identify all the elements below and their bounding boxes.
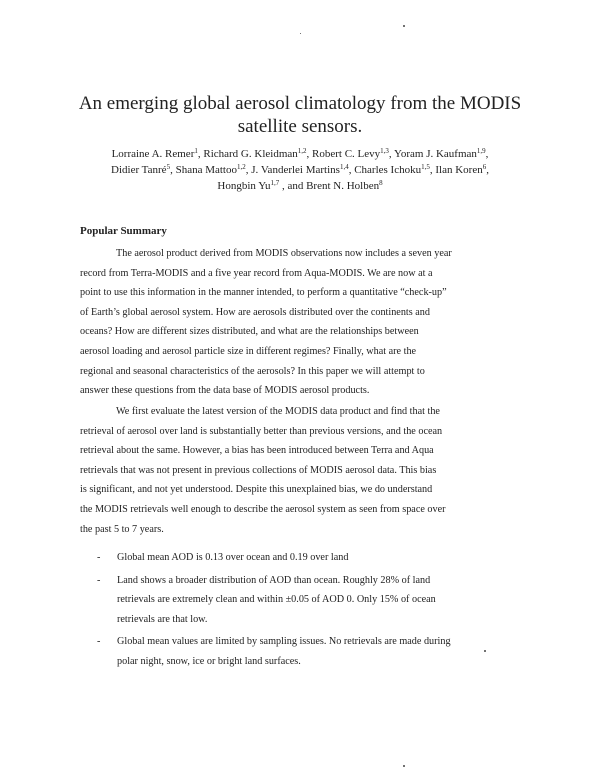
paragraph-line: aerosol loading and aerosol particle size in different regimes? Finally, what are the — [80, 345, 417, 357]
paragraph-line: regional and seasonal characteristics of the aerosols? In this paper we will attempt to — [80, 365, 425, 377]
author-separator: , — [306, 148, 313, 160]
author-line-2 — [68, 162, 532, 178]
bullet-line: Land shows a broader distribution of AOD than ocean. Roughly 28% of land — [117, 574, 431, 586]
paragraph-line: point to use this information in the manner intended, to perform a quantitative “check-up” — [80, 287, 447, 299]
title-line-2: satellite sensors. — [237, 116, 363, 137]
author-name: Brent N. Holben — [306, 180, 380, 192]
author-separator: , — [245, 164, 252, 176]
author-affiliation: 6 — [482, 163, 487, 171]
bullet-line: polar night, snow, ice or bright land surfaces. — [117, 655, 301, 667]
author-separator: , — [197, 148, 204, 160]
author-separator: , — [486, 164, 489, 176]
author-affiliation: 1,4 — [339, 163, 349, 171]
paragraph-line: answer these questions from the data base of MODIS aerosol products. — [80, 385, 370, 397]
paragraph-line: We first evaluate the latest version of the MODIS data product and find that the — [116, 406, 440, 417]
author-name: J. Vanderlei Martins — [251, 164, 340, 176]
bullet-line: retrievals are extremely clean and within ±0.05 of AOD 0. Only 15% of ocean — [117, 594, 436, 606]
paragraph-line: of Earth’s global aerosol system. How are aerosols distributed over the continents and — [80, 306, 430, 318]
bullet-line: Global mean values are limited by sampling issues. No retrievals are made during — [117, 636, 451, 648]
author-name: Shana Mattoo — [175, 164, 237, 176]
bullet-line: Global mean AOD is 0.13 over ocean and 0.19 over land — [117, 552, 349, 563]
bullet-dash: - — [97, 552, 101, 563]
author-name: Yoram J. Kaufman — [394, 148, 477, 160]
scan-speck — [403, 25, 405, 27]
paragraph-line: retrievals that was not present in previous collections of MODIS aerosol data. This bias — [80, 464, 437, 476]
paragraph-line: The aerosol product derived from MODIS observations now includes a seven year — [116, 248, 452, 259]
list-item — [80, 548, 520, 568]
author-separator: , — [429, 164, 436, 176]
author-name: Hongbin Yu — [217, 180, 271, 192]
author-name: Charles Ichoku — [354, 164, 422, 176]
author-separator: , — [170, 164, 176, 176]
author-name: Robert C. Levy — [312, 148, 381, 160]
author-separator: , and — [279, 180, 307, 192]
author-affiliation: 1 — [194, 147, 198, 155]
bullet-dash: - — [97, 574, 101, 586]
paragraph-line: the MODIS retrievals well enough to describe the aerosol system as seen from space over — [80, 503, 446, 515]
author-line-1 — [68, 146, 532, 162]
summary-paragraph-1 — [80, 244, 520, 401]
paragraph-line: is significant, and not yet understood. Despite this unexplained bias, we do understand — [80, 484, 433, 496]
scan-speck — [300, 33, 301, 34]
findings-list — [80, 548, 520, 675]
paragraph-line: the past 5 to 7 years. — [80, 523, 164, 535]
paragraph-line: record from Terra-MODIS and a five year record from Aqua-MODIS. We are now at a — [80, 267, 433, 279]
bullet-line: retrievals are that low. — [117, 613, 208, 625]
author-name: Didier Tanré — [111, 164, 167, 176]
author-affiliation: 1,7 — [270, 179, 280, 187]
paragraph-line: retrieval about the same. However, a bias has been introduced between Terra and Aqua — [80, 445, 434, 457]
bullet-dash: - — [97, 636, 101, 648]
paragraph-line: oceans? How are different sizes distributed, and what are the relationships between — [80, 326, 419, 338]
author-affiliation: 8 — [379, 179, 383, 187]
author-affiliation: 1,3 — [380, 147, 389, 155]
author-name: Ilan Koren — [435, 164, 483, 176]
author-name: Lorraine A. Remer — [111, 148, 195, 160]
scan-speck — [403, 765, 405, 767]
paper-title — [70, 92, 530, 138]
author-line-3 — [68, 178, 532, 194]
author-affiliation: 5 — [166, 163, 171, 171]
author-affiliation: 1,9 — [476, 147, 486, 155]
author-affiliation: 1,2 — [297, 147, 307, 155]
author-name: Richard G. Kleidman — [203, 148, 298, 160]
author-affiliation: 1,2 — [237, 163, 246, 171]
title-line-1: An emerging global aerosol climatology from the MODIS — [78, 93, 522, 114]
paragraph-line: retrieval of aerosol over land is substantially better than previous versions, and the ocean — [80, 425, 443, 437]
summary-paragraph-2 — [80, 402, 520, 539]
author-separator: , — [485, 148, 489, 160]
author-separator: , — [348, 164, 355, 176]
list-item — [80, 571, 520, 630]
author-list — [68, 146, 532, 194]
section-heading: Popular Summary — [80, 225, 167, 237]
author-separator: , — [388, 148, 394, 160]
author-affiliation: 1,5 — [421, 163, 430, 171]
list-item — [80, 632, 520, 671]
